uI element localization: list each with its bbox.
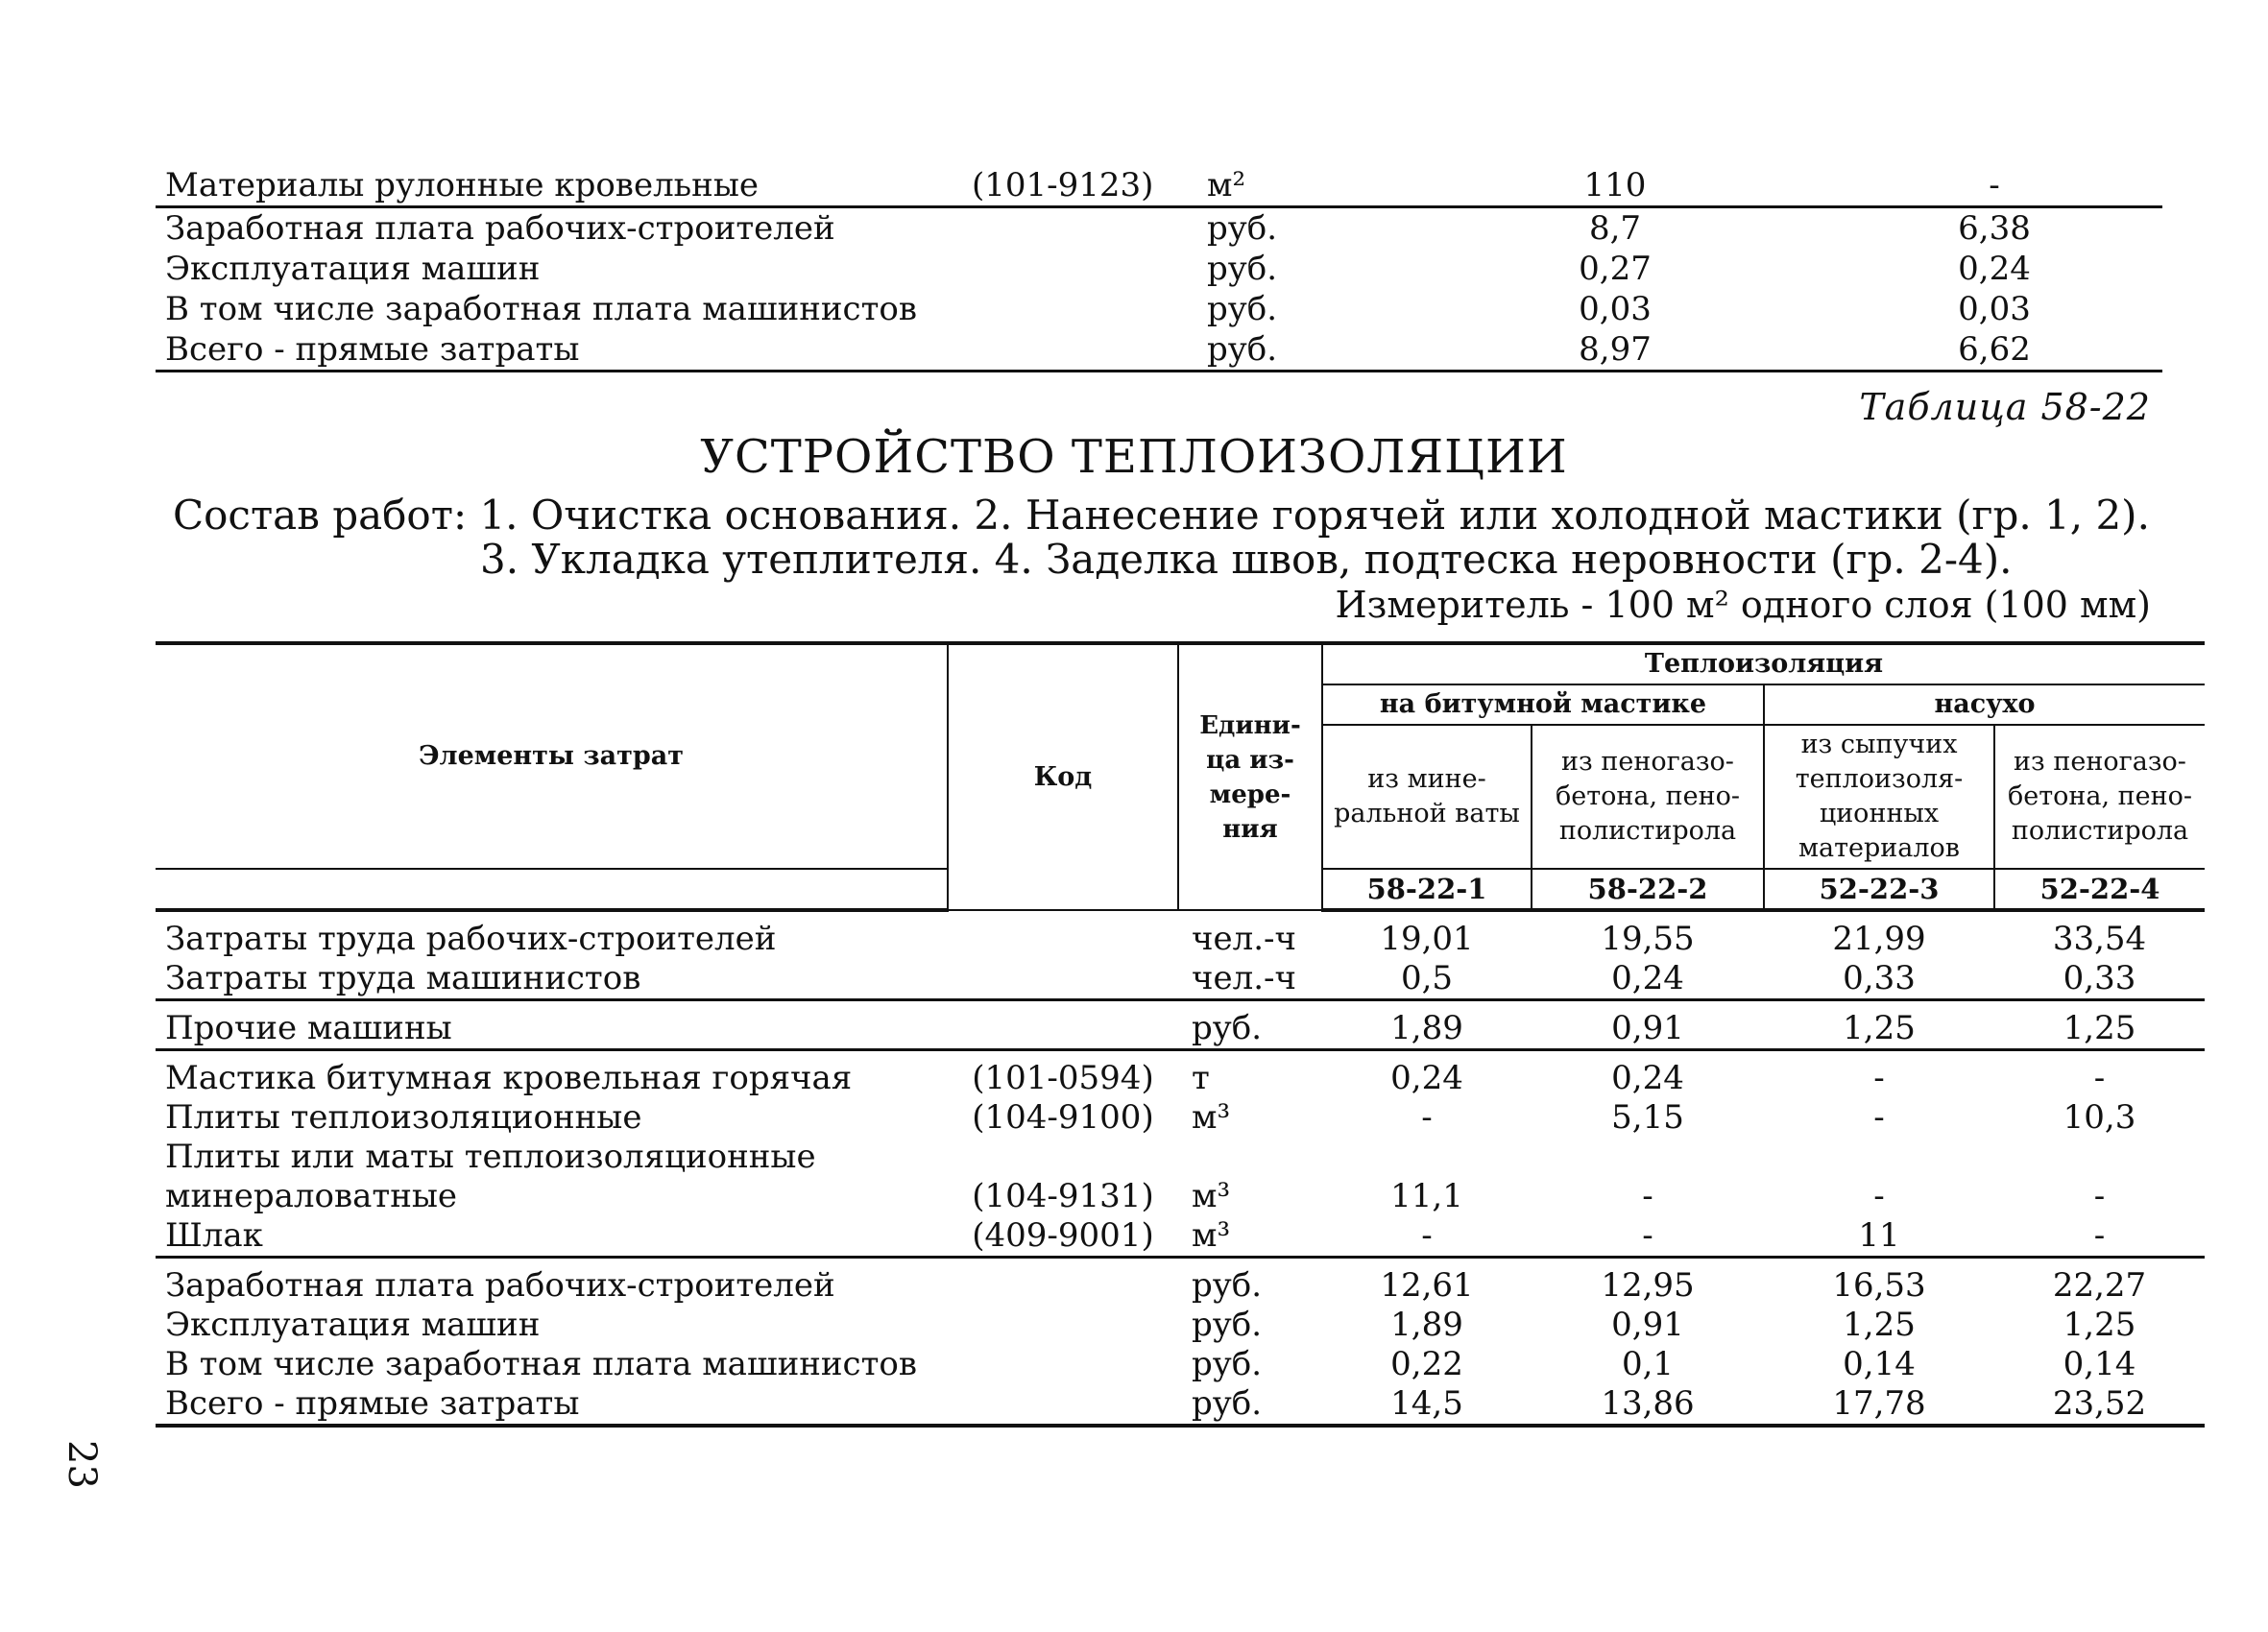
row-value: -: [1642, 1177, 1653, 1215]
row-value: 0,91: [1611, 1306, 1684, 1344]
row-unit: руб.: [1197, 329, 1404, 372]
row-value: [1322, 1138, 1532, 1177]
row-code: [962, 249, 1197, 289]
row-value: 19,55: [1601, 920, 1695, 958]
row-name: Затраты труда машинистов: [156, 959, 948, 1000]
row-value: 11,1: [1390, 1177, 1463, 1215]
row-value: 0,24: [1532, 959, 1764, 1000]
previous-table-tail: [156, 165, 2162, 372]
row-value: 1,25: [2063, 1306, 2136, 1344]
table-row: [156, 1384, 2205, 1426]
row-name: Эксплуатация машин: [165, 1306, 541, 1344]
row-value: 0,14: [1843, 1345, 1916, 1383]
header-sub-dry: насухо: [1764, 684, 2205, 725]
table-row: [156, 1345, 2205, 1384]
section-title: УСТРОЙСТВО ТЕПЛОИЗОЛЯЦИИ: [700, 430, 1568, 484]
row-code: [948, 1138, 1178, 1177]
composition-line-1: Состав работ: 1. Очистка основания. 2. Нанесение горячей или холодной мастики (гр. 1, 2).: [173, 492, 2150, 539]
column-code: 52-22-3: [1764, 869, 1994, 910]
row-value: 0,5: [1322, 959, 1532, 1000]
row-code: (101-0594): [972, 1059, 1154, 1097]
row-value: 21,99: [1832, 920, 1926, 958]
row-unit: [1178, 1138, 1322, 1177]
row-code: (104-9100): [972, 1098, 1154, 1137]
table-row: [156, 329, 2162, 372]
row-unit: м³: [1192, 1098, 1231, 1137]
row-name: Заработная плата рабочих-строителей: [165, 1266, 835, 1305]
row-value: [1532, 1138, 1764, 1177]
row-value: -: [2093, 1059, 2106, 1097]
row-name: В том числе заработная плата машинистов: [165, 1345, 918, 1383]
header-col-2: из пеногазо-бетона, пено-полистирола: [1532, 725, 1764, 869]
row-value: 0,03: [1579, 290, 1652, 328]
row-value: [1764, 1138, 1994, 1177]
table-row: [156, 1258, 2205, 1307]
row-value: 1,25: [1843, 1306, 1916, 1344]
row-value: 22,27: [2052, 1266, 2147, 1305]
row-value: 1,89: [1390, 1306, 1463, 1344]
table-row: [156, 1306, 2205, 1345]
row-value: 0,14: [2063, 1345, 2136, 1383]
row-value: 0,03: [1958, 290, 2031, 328]
row-value: 1,25: [1764, 1000, 1994, 1050]
table-row: [156, 207, 2162, 250]
table-row: [156, 1177, 2205, 1216]
row-name: Прочие машины: [156, 1000, 948, 1050]
row-code: [948, 1000, 1178, 1050]
table-row: [156, 1050, 2205, 1099]
row-unit: руб.: [1192, 1266, 1263, 1305]
row-name: Мастика битумная кровельная горячая: [165, 1059, 853, 1097]
table-row: [156, 910, 2205, 959]
row-value: -: [1873, 1059, 1885, 1097]
table-row: [156, 1216, 2205, 1258]
row-name: Шлак: [156, 1216, 948, 1258]
column-code: 58-22-1: [1322, 869, 1532, 910]
header-group: Теплоизоляция: [1322, 643, 2205, 684]
row-value: 12,61: [1380, 1266, 1474, 1305]
row-value: 10,3: [2063, 1098, 2136, 1137]
row-value: 11: [1764, 1216, 1994, 1258]
row-code: [948, 1384, 1178, 1426]
row-value: 0,33: [1764, 959, 1994, 1000]
row-value: 16,53: [1832, 1266, 1926, 1305]
column-code: 52-22-4: [1994, 869, 2205, 910]
row-value: 0,1: [1621, 1345, 1675, 1383]
row-value: 33,54: [2052, 920, 2147, 958]
row-name: Плиты или маты теплоизоляционные: [165, 1138, 816, 1176]
row-value: 110: [1404, 165, 1826, 207]
header-spacer: [156, 869, 948, 910]
row-unit: т: [1192, 1059, 1210, 1097]
row-value: -: [1994, 1216, 2205, 1258]
table-row: [156, 249, 2162, 289]
row-value: 0,24: [1390, 1059, 1463, 1097]
table-row: [156, 289, 2162, 329]
header-code: Код: [948, 643, 1178, 910]
row-value: 14,5: [1322, 1384, 1532, 1426]
row-value: 0,91: [1532, 1000, 1764, 1050]
row-name: Материалы рулонные кровельные: [156, 165, 962, 207]
row-code: [948, 910, 1178, 959]
table-row: [156, 959, 2205, 1000]
row-value: -: [2093, 1177, 2106, 1215]
row-value: 17,78: [1764, 1384, 1994, 1426]
row-code: [962, 207, 1197, 250]
row-unit: руб.: [1207, 250, 1278, 288]
row-unit: м²: [1197, 165, 1404, 207]
row-value: [1994, 1138, 2205, 1177]
row-value: 1,25: [1994, 1000, 2205, 1050]
row-code: (101-9123): [962, 165, 1197, 207]
table-row: [156, 1000, 2205, 1050]
composition-line-2: 3. Укладка утеплителя. 4. Заделка швов, подтеска неровности (гр. 2-4).: [480, 536, 2013, 583]
header-unit: Едини-ца из-мере-ния: [1178, 643, 1322, 910]
table-row: [156, 165, 2162, 207]
row-value: 1,89: [1322, 1000, 1532, 1050]
row-name: В том числе заработная плата машинистов: [165, 290, 918, 328]
header-col-3: из сыпучих теплоизоля-ционных материалов: [1764, 725, 1994, 869]
header-col-4: из пеногазо-бетона, пено-полистирола: [1994, 725, 2205, 869]
row-name: Плиты теплоизоляционные: [165, 1098, 642, 1137]
row-unit: руб.: [1178, 1384, 1322, 1426]
measure-unit: Измеритель - 100 м² одного слоя (100 мм): [1335, 584, 2151, 626]
row-unit: чел.-ч: [1192, 920, 1296, 958]
row-value: 8,97: [1404, 329, 1826, 372]
row-value: 0,24: [1611, 1059, 1684, 1097]
table-row: [156, 1138, 2205, 1177]
table-row: [156, 1098, 2205, 1138]
row-value: 0,22: [1390, 1345, 1463, 1383]
row-value: 5,15: [1611, 1098, 1684, 1137]
row-value: -: [1532, 1216, 1764, 1258]
row-unit: руб.: [1192, 1345, 1263, 1383]
work-composition: [173, 493, 2150, 582]
table-number: Таблица 58-22: [1859, 386, 2151, 428]
row-value: 23,52: [1994, 1384, 2205, 1426]
row-code: [948, 1345, 1178, 1384]
row-value: 13,86: [1532, 1384, 1764, 1426]
row-code: (104-9131): [972, 1177, 1154, 1215]
row-name: минераловатные: [165, 1177, 458, 1215]
row-unit: руб.: [1192, 1306, 1263, 1344]
row-name: Затраты труда рабочих-строителей: [165, 920, 777, 958]
row-value: -: [1873, 1098, 1885, 1137]
row-unit: руб.: [1207, 290, 1278, 328]
row-name: Всего - прямые затраты: [156, 329, 962, 372]
row-value: -: [1421, 1098, 1433, 1137]
row-value: 0,24: [1958, 250, 2031, 288]
row-name: Всего - прямые затраты: [156, 1384, 948, 1426]
row-name: Заработная плата рабочих-строителей: [165, 209, 835, 248]
row-code: [962, 289, 1197, 329]
header-sub-bitumen: на битумной мастике: [1322, 684, 1764, 725]
row-unit: м³: [1178, 1216, 1322, 1258]
row-value: 19,01: [1380, 920, 1474, 958]
row-unit: чел.-ч: [1178, 959, 1322, 1000]
row-unit: руб.: [1207, 209, 1278, 248]
row-code: [948, 959, 1178, 1000]
row-value: -: [1322, 1216, 1532, 1258]
row-value: -: [1826, 165, 2162, 207]
row-code: (409-9001): [948, 1216, 1178, 1258]
row-value: 0,27: [1579, 250, 1652, 288]
row-value: 6,62: [1826, 329, 2162, 372]
row-code: [948, 1306, 1178, 1345]
row-name: Эксплуатация машин: [165, 250, 541, 288]
header-elements: Элементы затрат: [156, 643, 948, 869]
row-code: [948, 1258, 1178, 1307]
row-value: 12,95: [1601, 1266, 1695, 1305]
column-code: 58-22-2: [1532, 869, 1764, 910]
row-code: [962, 329, 1197, 372]
row-value: 6,38: [1958, 209, 2031, 248]
row-value: 0,33: [1994, 959, 2205, 1000]
row-unit: м³: [1192, 1177, 1231, 1215]
page-number: 23: [60, 1440, 104, 1489]
row-value: -: [1873, 1177, 1885, 1215]
row-value: 8,7: [1588, 209, 1642, 248]
row-unit: руб.: [1178, 1000, 1322, 1050]
cost-table: [156, 641, 2205, 1428]
header-col-1: из мине-ральной ваты: [1322, 725, 1532, 869]
